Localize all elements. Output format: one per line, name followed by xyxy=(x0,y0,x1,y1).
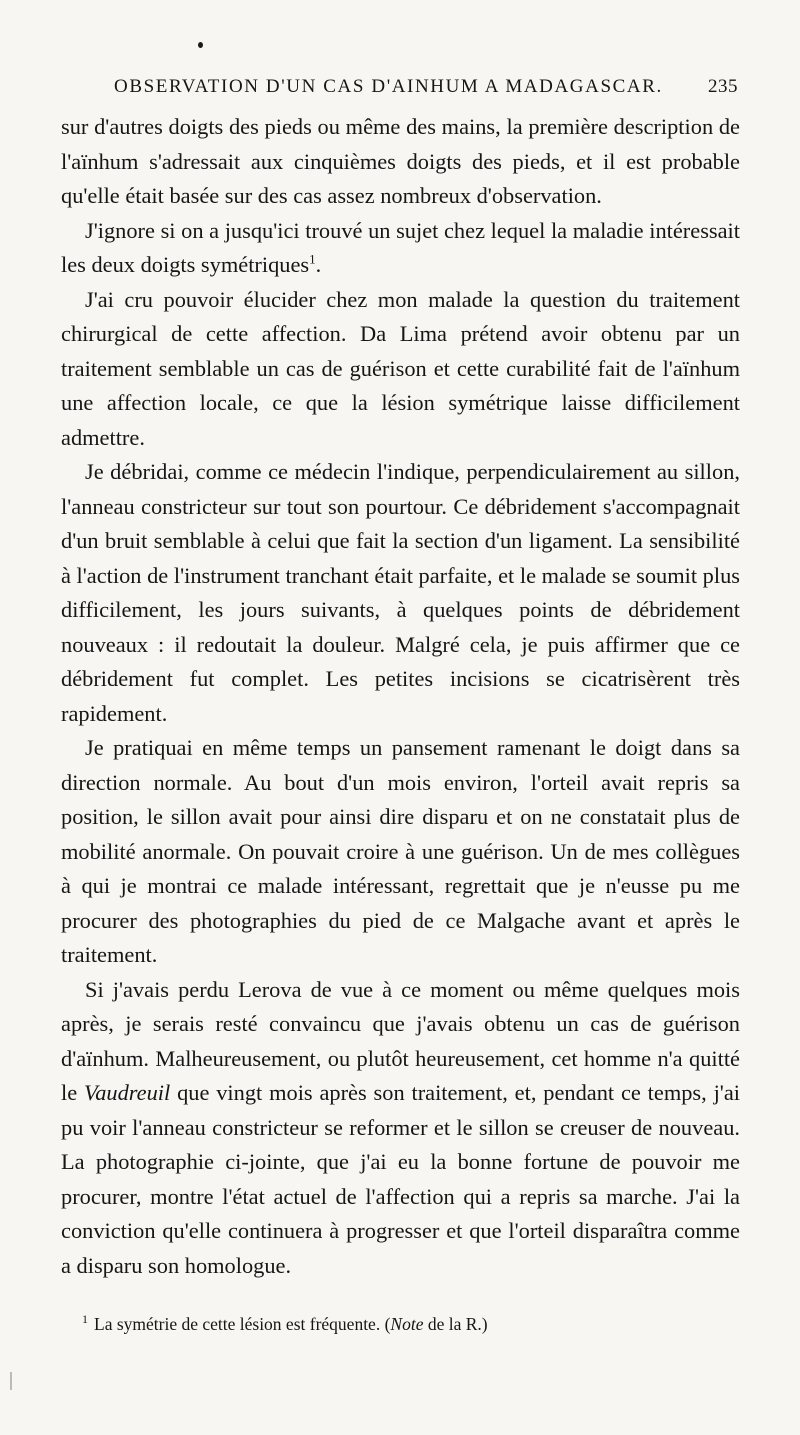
page-number: 235 xyxy=(708,76,738,97)
paragraph-text-end: . xyxy=(315,252,322,277)
running-header xyxy=(114,74,738,100)
paragraph-text: Je pratiquai en même temps un pansement ramenant le doigt dans sa direction normale. Au bout d'un mois environ, l'orteil avait repris sa position, le sillon avait pour ainsi dire disparu et on ne constatait plus de mobilité anormale. On pouvait croire à une guérison. Un de mes collègues à qui je montrai ce malade intéressant, regrettait que je n'eusse pu me procurer des photographies du pied de ce Malgache avant et après le traitement. xyxy=(61,735,740,967)
paragraph xyxy=(61,455,740,731)
paragraph-text: Si j'avais perdu Lerova de vue à ce moment ou même quelques mois après, je serais resté convaincu que j'avais obtenu un cas de guérison d'aïnhum. Malheureusement, ou plutôt heureusement, cet homme n'a quitté le xyxy=(61,976,740,1105)
scan-artifact xyxy=(10,1372,12,1390)
paragraph xyxy=(61,973,740,1284)
paragraph xyxy=(61,283,740,456)
footnote-reference: 1 xyxy=(309,251,316,267)
paragraph-text: sur d'autres doigts des pieds ou même des mains, la première description de l'aïnhum s'adressait aux cinquièmes doigts des pieds, et il est probable qu'elle était basée sur des cas assez nombreux d'observation. xyxy=(61,114,740,208)
footnote-number: 1 xyxy=(82,1312,88,1327)
printer-mark-dot xyxy=(198,42,203,48)
paragraph-text: J'ai cru pouvoir élucider chez mon malade la question du traitement chirurgical de cette affection. Da Lima prétend avoir obtenu par un traitement semblable un cas de guérison et cette curabilité fait de l'aïnhum une affection locale, ce que la lésion symétrique laisse difficilement admettre. xyxy=(61,286,740,450)
paragraph xyxy=(61,731,740,973)
footnote xyxy=(82,1312,732,1336)
footnote-text: La symétrie de cette lésion est fréquente. ( xyxy=(94,1314,391,1334)
paragraph-continued xyxy=(61,110,740,214)
paragraph xyxy=(61,214,740,283)
running-title: OBSERVATION D'UN CAS D'AINHUM A MADAGASCAR. xyxy=(114,76,663,97)
paragraph-text: J'ignore si on a jusqu'ici trouvé un sujet chez lequel la maladie intéressait les deux doigts symétriques xyxy=(61,217,740,277)
paragraph-text: Je débridai, comme ce médecin l'indique, perpendiculairement au sillon, l'anneau constricteur sur tout son pourtour. Ce débridement s'accompagnait d'un bruit semblable à celui que fait la section d'un ligament. La sensibilité à l'action de l'instrument tranchant était parfaite, et le malade se soumit plus difficilement, les jours suivants, à quelques points de débridement nouveaux : il redoutait la douleur. Malgré cela, je puis affirmer que ce débridement fut complet. Les petites incisions se cicatrisèrent très rapidement. xyxy=(61,459,740,726)
footnote-text-end: de la R.) xyxy=(423,1314,488,1334)
footnote-note-label: Note xyxy=(390,1314,424,1334)
ship-name: Vaudreuil xyxy=(84,1080,171,1105)
paragraph-text-end: que vingt mois après son traitement, et, pendant ce temps, j'ai pu voir l'anneau constricteur se reformer et le sillon se creuser de nouveau. La photographie ci-jointe, que j'ai eu la bonne fortune de pouvoir me procurer, montre l'état actuel de l'affection qui a repris sa marche. J'ai la conviction qu'elle continuera à progresser et que l'orteil disparaîtra comme a disparu son homologue. xyxy=(61,1080,740,1278)
body-text xyxy=(61,110,740,1283)
